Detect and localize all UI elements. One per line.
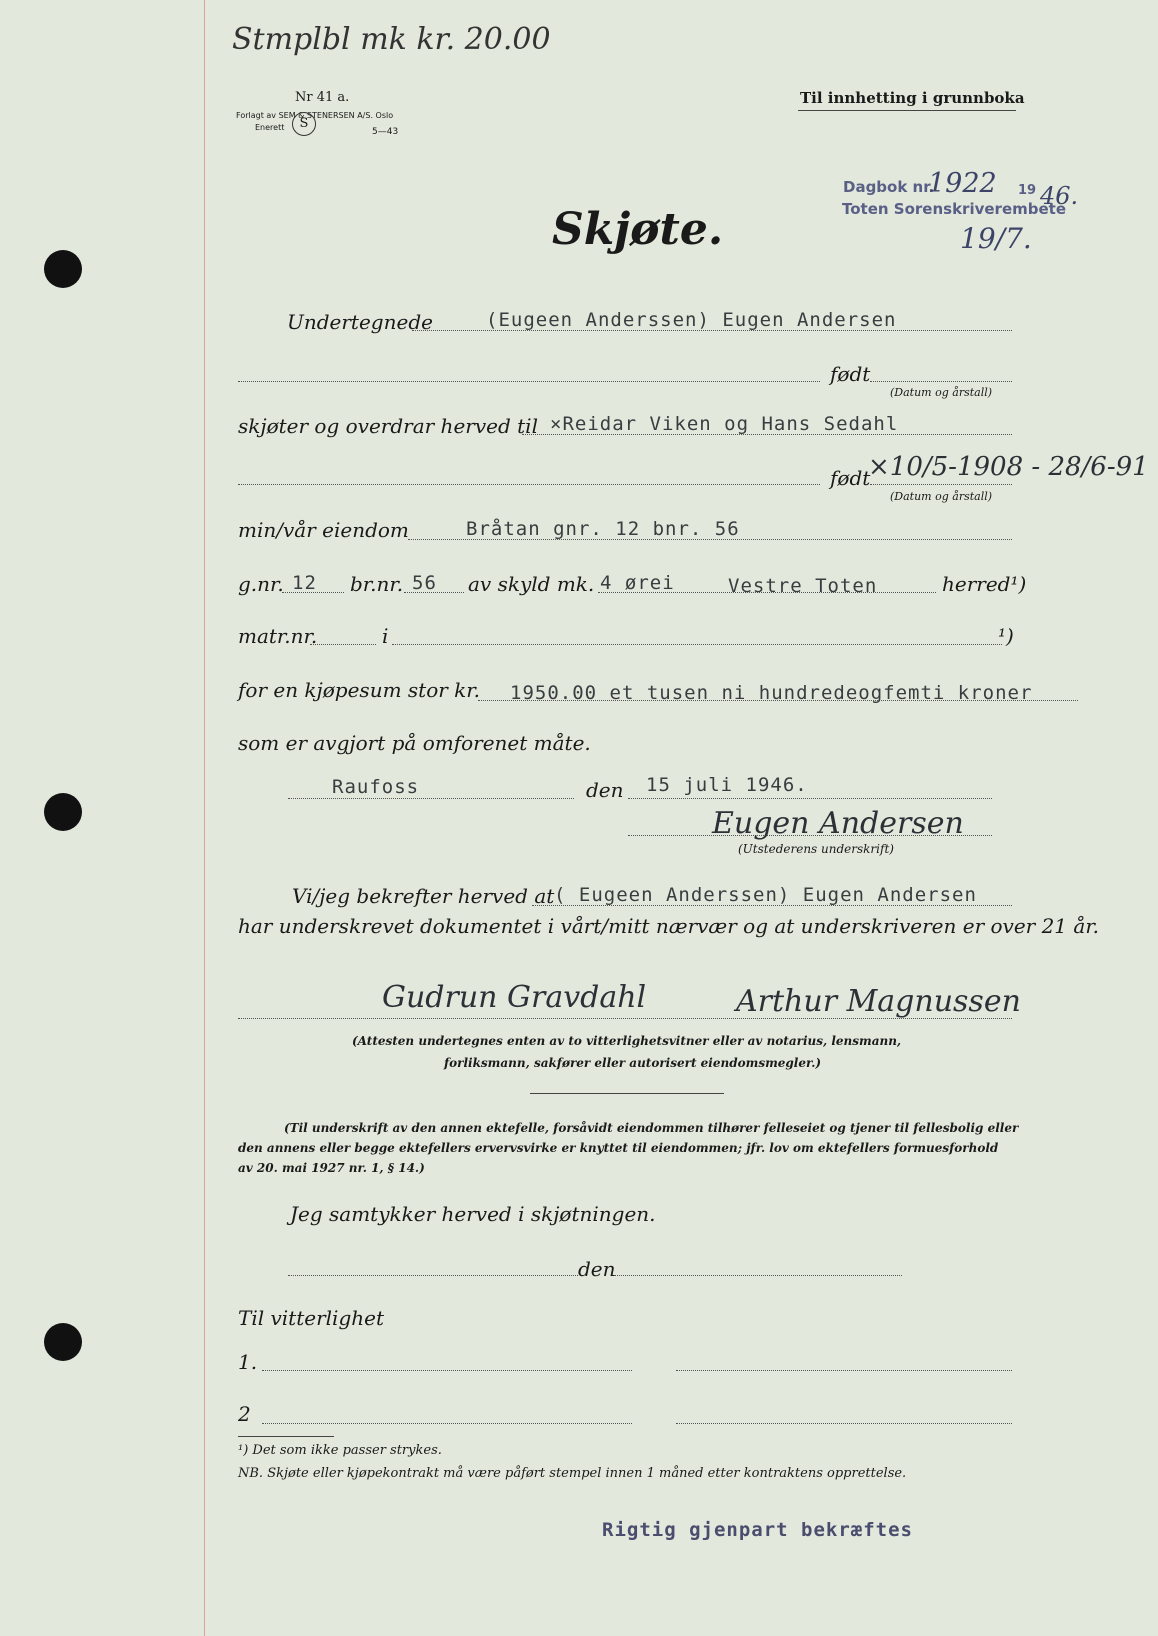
property-value[interactable]: Bråtan gnr. 12 bnr. 56: [466, 518, 740, 540]
date-value[interactable]: 15 juli 1946.: [646, 774, 808, 796]
issuer-signature[interactable]: Eugen Andersen: [712, 806, 964, 841]
date-den-label: den: [586, 778, 624, 802]
buyer-value[interactable]: ×Reidar Viken og Hans Sedahl: [550, 413, 899, 435]
witness-line-2a: [262, 1423, 632, 1424]
rights: Enerett: [255, 123, 285, 132]
witness-number-2: 2: [238, 1402, 251, 1426]
footnote-1: ¹) Det som ikke passer strykes.: [238, 1443, 442, 1458]
seller-born-label: født: [830, 362, 871, 386]
stamp-fee-note: Stmplbl mk kr. 20.00: [232, 22, 551, 57]
buyer-born-hint: (Datum og årstall): [890, 490, 993, 503]
herred-label: herred¹): [942, 572, 1027, 596]
seller-line-2: [238, 381, 820, 382]
dagbok-year-prefix: 19: [1018, 183, 1037, 198]
witness-line-2b: [676, 1423, 1012, 1424]
seller-born-line: [870, 381, 1012, 382]
price-label: for en kjøpesum stor kr.: [238, 678, 481, 702]
certification-stamp: Rigtig gjenpart bekræftes: [602, 1519, 913, 1541]
form-number: Nr 41 a.: [295, 90, 350, 105]
dagbok-office: Toten Sorenskriverembete: [842, 200, 1066, 218]
matr-i-label: i: [382, 624, 389, 648]
attest-note-line1: (Attesten undertegnes enten av to vitterlighetsvitner eller av notarius, lensmann,: [352, 1034, 902, 1048]
brnr-value[interactable]: 56: [412, 572, 437, 594]
publisher: Forlagt av SEM & STENERSEN A/S. Oslo: [236, 111, 394, 120]
spouse-consent: Jeg samtykker herved i skjøtningen.: [290, 1202, 656, 1226]
buyer-born-line: [870, 484, 1012, 485]
purpose-heading: Til innhetting i grunnboka: [800, 89, 1025, 107]
spouse-note-line1: (Til underskrift av den annen ektefelle, forsåvidt eiendommen tilhører felleseiet og tjener til fellesbolig eller: [284, 1121, 1019, 1135]
dagbok-number: 1922: [928, 168, 997, 199]
skyld-value[interactable]: 4 ørei: [600, 572, 675, 594]
gnr-label: g.nr.: [238, 572, 284, 596]
matr-i-line: [392, 644, 1002, 645]
footnote-nb: NB. Skjøte eller kjøpekontrakt må være påført stempel innen 1 måned etter kontraktens opprettelse.: [238, 1466, 907, 1481]
punch-hole: [44, 1323, 82, 1361]
footnote-rule: [238, 1436, 334, 1437]
seller-value[interactable]: (Eugeen Anderssen) Eugen Andersen: [486, 309, 897, 331]
witness-number-1: 1.: [238, 1350, 258, 1374]
attest-line2: har underskrevet dokumentet i vårt/mitt nærvær og at underskriveren er over 21 år.: [238, 914, 1100, 938]
edition: 5—43: [372, 127, 399, 137]
herred-value[interactable]: Vestre Toten: [728, 575, 878, 597]
witnesses-label: Til vitterlighet: [238, 1306, 385, 1330]
attest-names[interactable]: ( Eugeen Anderssen) Eugen Andersen: [554, 884, 977, 906]
seller-born-hint: (Datum og årstall): [890, 386, 993, 399]
matr-label: matr.nr.: [238, 624, 318, 648]
document-title: Skjøte.: [552, 204, 724, 255]
witness-line-1a: [262, 1370, 632, 1371]
witness-signature-1[interactable]: Gudrun Gravdahl: [382, 980, 647, 1015]
consent-den-label: den: [578, 1257, 616, 1281]
punch-hole: [44, 250, 82, 288]
punch-hole: [44, 793, 82, 831]
matr-line: [310, 644, 376, 645]
matr-suffix: ¹): [998, 624, 1014, 648]
signature-hint: (Utstederens underskrift): [738, 842, 894, 856]
skyld-label: av skyld mk.: [468, 572, 595, 596]
buyer-label: skjøter og overdrar herved til: [238, 414, 538, 438]
brnr-label: br.nr.: [350, 572, 404, 596]
purpose-underline: [798, 110, 1016, 111]
dagbok-year-suffix: 46.: [1040, 182, 1079, 210]
gnr-value[interactable]: 12: [292, 572, 317, 594]
buyer-line-2: [238, 484, 820, 485]
place-value[interactable]: Raufoss: [332, 776, 420, 798]
buyer-born-value[interactable]: ×10/5-1908 - 28/6-91: [868, 452, 1149, 482]
spouse-note-line3: av 20. mai 1927 nr. 1, § 14.): [238, 1161, 425, 1175]
price-settled: som er avgjort på omforenet måte.: [238, 731, 591, 755]
dagbok-label: Dagbok nr.: [843, 178, 935, 196]
attest-lead: Vi/jeg bekrefter herved at: [292, 884, 555, 908]
price-value[interactable]: 1950.00 et tusen ni hundredeogfemti kroner: [510, 682, 1033, 704]
margin-line: [204, 0, 205, 1636]
seller-label: Undertegnede: [287, 310, 433, 334]
spouse-note-line2: den annens eller begge ektefellers ervervsvirke er knyttet til eiendommen; jfr. lov om ektefellers formuesforhold: [238, 1141, 999, 1155]
dagbok-date: 19/7.: [960, 222, 1032, 255]
witness-line-1b: [676, 1370, 1012, 1371]
date-line: [628, 798, 992, 799]
place-line: [288, 798, 574, 799]
section-divider: [530, 1093, 724, 1094]
buyer-born-label: født: [830, 466, 871, 490]
consent-line: [288, 1275, 578, 1276]
attest-note-line2: forliksmann, sakfører eller autorisert eiendomsmegler.): [444, 1056, 822, 1070]
consent-date-line: [614, 1275, 902, 1276]
witness-signature-2[interactable]: Arthur Magnussen: [736, 984, 1021, 1019]
publisher-logo: S: [292, 112, 316, 136]
property-label: min/vår eiendom: [238, 518, 409, 542]
